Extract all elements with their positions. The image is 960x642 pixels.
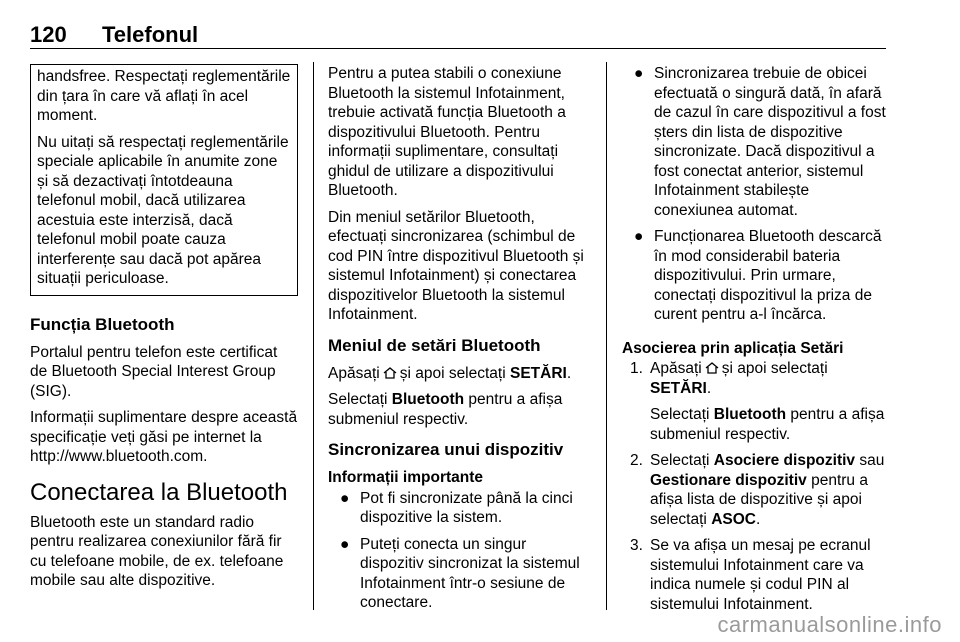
- warning-text-1: handsfree. Respectați reglementările din țara în care vă aflați în acel moment.: [37, 68, 291, 124]
- watermark: carmanualsonline.info: [717, 612, 942, 637]
- instruction-press: Apăsați și apoi selectați SETĂRI.: [328, 364, 572, 382]
- paragraph-settings-menu: Din meniul setărilor Bluetooth, efectuați sincronizarea (schimbul de cod PIN între dispozitivul Bluetooth și sistemul Infotainment) și conectarea dispozitivelor Bluetooth la sistemul Infotainment.: [328, 208, 584, 323]
- step-3: 3. Se va afișa un mesaj pe ecranul sistemului Infotainment care va indica numele și codul PIN al sistemului Infotainment.: [630, 537, 871, 613]
- list-item: ● Funcționarea Bluetooth descarcă în mod considerabil bateria dispozitivului. Prin urmare, conectați dispozitivul la priza de curent pentru a-l încărca.: [634, 228, 882, 323]
- step-1: 1. Apăsați și apoi selectați SETĂRI. Selectați Bluetooth pentru a afișa submeniul respectiv.: [630, 360, 885, 443]
- paragraph-portal: Portalul pentru telefon este certificat de Bluetooth Special Interest Group (SIG).: [30, 343, 278, 400]
- page-title: Telefonul: [102, 22, 199, 47]
- paragraph-info: Informații suplimentare despre această specificație veți găsi pe internet la http://www.bluetooth.com.: [30, 409, 298, 465]
- home-icon: [705, 362, 719, 374]
- column-divider-2: [606, 62, 607, 610]
- column-1: [30, 64, 298, 598]
- paragraph-bluetooth-standard: Bluetooth este un standard radio pentru realizarea conexiunilor fără fir cu telefoane mobile, de ex. telefoane mobile sau alte dispozitive.: [30, 513, 284, 589]
- column-3: [622, 64, 888, 621]
- heading-settings-menu: Meniul de setări Bluetooth: [328, 335, 541, 355]
- instruction-select: Selectați Bluetooth pentru a afișa submeniul respectiv.: [328, 391, 563, 428]
- step-2: 2. Selectați Asociere dispozitiv sau Gestionare dispozitiv pentru a afișa lista de dispozitive și apoi selectați ASOC.: [630, 452, 885, 528]
- heading-connect-bluetooth: Conectarea la Bluetooth: [30, 478, 288, 506]
- heading-bluetooth-function: Funcția Bluetooth: [30, 314, 175, 334]
- home-icon: [383, 367, 397, 379]
- heading-sync-device: Sincronizarea unui dispozitiv: [328, 440, 564, 459]
- warning-box: [30, 64, 298, 296]
- heading-pairing-app: Asocierea prin aplicația Setări: [622, 339, 844, 357]
- heading-important-info: Informații importante: [328, 469, 484, 486]
- column-2: [328, 64, 594, 620]
- header-rule: [30, 48, 886, 49]
- list-item: ● Sincronizarea trebuie de obicei efectuată o singură dată, în afară de cazul în care dispozitivul a fost șters din lista de dispozitive sincronizate. Dacă dispozitivul a fost conectat anterior, sistemul Infotainment stabilește conexiunea automat.: [634, 65, 886, 219]
- list-item: ● Puteți conecta un singur dispozitiv sincronizat la sistemul Infotainment într-o sesiune de conectare.: [340, 535, 580, 611]
- page-header: [30, 22, 886, 48]
- column-divider-1: [313, 62, 314, 610]
- paragraph-establish: Pentru a putea stabili o conexiune Bluetooth la sistemul Infotainment, trebuie activată funcția Bluetooth a dispozitivului Bluetooth. Pentru informații suplimentare, consultați ghidul de utilizare a dispozitivului Bluetooth.: [328, 65, 566, 199]
- page-number: 120: [30, 22, 67, 47]
- list-item: ● Pot fi sincronizate până la cinci dispozitive la sistem.: [340, 489, 573, 526]
- warning-text-2: Nu uitați să respectați reglementările speciale aplicabile în anumite zone și să dezactivați întotdeauna telefonul mobil, dacă utilizarea acestuia este interzisă, dacă telefonul mobil poate cauza interferențe sau dacă pot apărea situații periculoase.: [37, 133, 289, 287]
